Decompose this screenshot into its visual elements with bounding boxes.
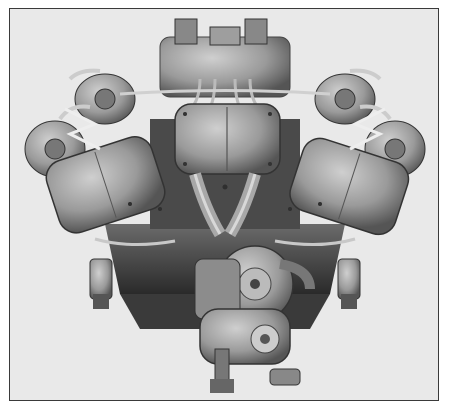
engine-photo <box>10 9 439 401</box>
photo-frame <box>9 8 439 401</box>
center-cylinder-cover <box>175 104 280 174</box>
carburettor-left <box>90 259 112 309</box>
carburettor-right <box>338 259 360 309</box>
